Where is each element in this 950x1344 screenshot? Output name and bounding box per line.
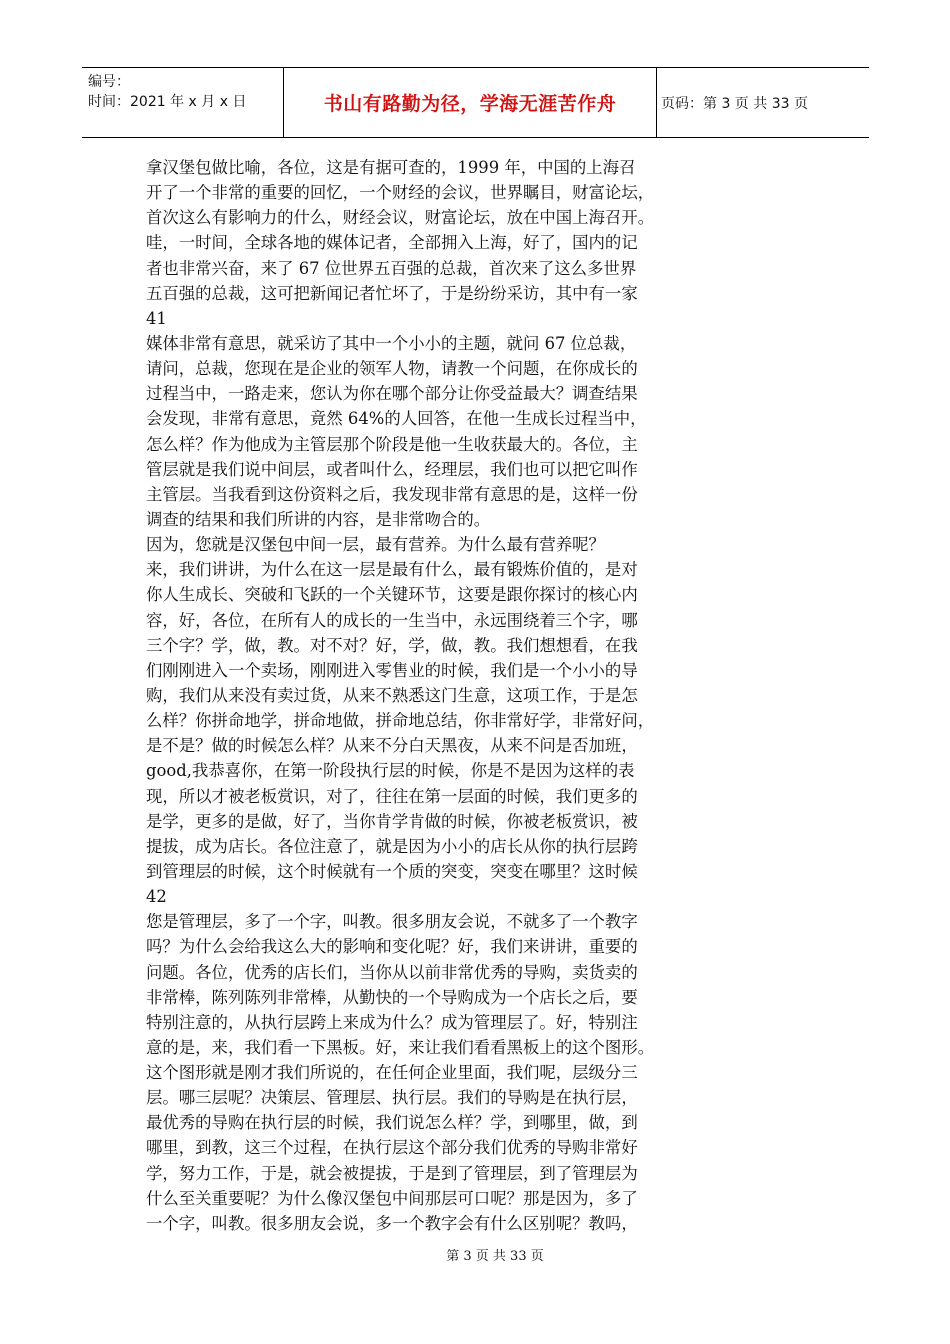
header-motto-cell [284,68,657,137]
body-text-line: 主管层。当我看到这份资料之后，我发现非常有意思的是，这样一份 [146,484,638,504]
body-text-line: 你人生成长、突破和飞跃的一个关键环节，这要是跟你探讨的核心内 [146,585,638,605]
document-number-label: 编号： [88,74,130,90]
body-text-line: 到管理层的时候，这个时候就有一个质的突变，突变在哪里？这时候 [146,861,638,881]
body-text-line: 怎么样？作为他成为主管层那个阶段是他一生收获最大的。各位，主 [146,434,638,454]
body-text-line: 哪里，到教，这三个过程，在执行层这个部分我们优秀的导购非常好 [146,1138,638,1158]
document-body [146,155,736,1236]
body-text-line: 因为，您就是汉堡包中间一层，最有营养。为什么最有营养呢？ [146,535,605,555]
header-left-cell [82,68,284,137]
body-text-line: 开了一个非常的重要的回忆，一个财经的会议，世界瞩目，财富论坛， [146,183,655,203]
body-text-line: 非常棒，陈列陈列非常棒，从勤快的一个导购成为一个店长之后，要 [146,987,638,1007]
body-text-line: 41 [146,308,167,328]
body-text-line: 最优秀的导购在执行层的时候，我们说怎么样？学，到哪里，做，到 [146,1113,638,1133]
header-motto: 书山有路勤为径，学海无涯苦作舟 [323,93,617,115]
body-text-line: 您是管理层，多了一个字，叫教。很多朋友会说，不就多了一个教字 [146,912,638,932]
body-text-line: 层。哪三层呢？决策层、管理层、执行层。我们的导购是在执行层， [146,1088,638,1108]
body-text-line: 五百强的总裁，这可把新闻记者忙坏了，于是纷纷采访，其中有一家 [146,283,638,303]
body-text-line: 现，所以才被老板赏识，对了，往往在第一层面的时候，我们更多的 [146,786,638,806]
header-page-info: 页码：第 3 页 共 33 页 [661,95,808,112]
body-text-line: 哇，一时间，全球各地的媒体记者，全部拥入上海，好了，国内的记 [146,233,638,253]
body-text-line: 们刚刚进入一个卖场，刚刚进入零售业的时候，我们是一个小小的导 [146,660,638,680]
body-text-line: 购，我们从来没有卖过货，从来不熟悉这门生意，这项工作，于是怎 [146,685,638,705]
body-text-line: 这个图形就是刚才我们所说的，在任何企业里面，我们呢，层级分三 [146,1063,638,1083]
body-text-line: 学，努力工作，于是，就会被提拔，于是到了管理层，到了管理层为 [146,1163,638,1183]
body-text-line: 拿汉堡包做比喻，各位，这是有据可查的，1999 年，中国的上海召 [146,158,636,177]
body-text-line: 来，我们讲讲，为什么在这一层是最有什么，最有锻炼价值的，是对 [146,560,638,580]
body-text-line: 媒体非常有意思，就采访了其中一个小小的主题，就问 67 位总裁， [146,333,637,353]
body-text-line: 会发现，非常有意思，竟然 64%的人回答，在他一生成长过程当中， [146,409,647,429]
body-text-line: 容，好，各位，在所有人的成长的一生当中，永远围绕着三个字，哪 [146,610,638,630]
body-text-line: 管层就是我们说中间层，或者叫什么，经理层，我们也可以把它叫作 [146,459,638,479]
body-text-line: 么样？你拼命地学，拼命地做，拼命地总结，你非常好学，非常好问， [146,711,655,731]
body-text-line: 过程当中，一路走来，您认为你在哪个部分让你受益最大？调查结果 [146,384,638,404]
body-text-line: 是不是？做的时候怎么样？从来不分白天黑夜，从来不问是否加班， [146,736,638,756]
body-text-line: 42 [146,887,167,907]
header-table [82,67,869,138]
body-text-line: 者也非常兴奋，来了 67 位世界五百强的总裁，首次来了这么多世界 [146,258,637,278]
header-page-cell [657,68,869,137]
body-text-line: 吗？为什么会给我这么大的影响和变化呢？好，我们来讲讲，重要的 [146,937,638,957]
body-text-line: good,我恭喜你，在第一阶段执行层的时候，你是不是因为这样的表 [146,761,635,781]
body-text-line: 是学，更多的是做，好了，当你肯学肯做的时候，你被老板赏识，被 [146,811,638,831]
footer-page-number: 第 3 页 共 33 页 [446,1249,544,1264]
body-text-line: 提拔，成为店长。各位注意了，就是因为小小的店长从你的执行层跨 [146,836,638,856]
document-date-label: 时间：2021 年 x 月 x 日 [88,94,247,110]
body-text-line: 一个字，叫教。很多朋友会说，多一个教字会有什么区别呢？教吗， [146,1213,638,1233]
body-text-line: 特别注意的，从执行层跨上来成为什么？成为管理层了。好，特别注 [146,1012,638,1032]
body-text-line: 什么至关重要呢？为什么像汉堡包中间那层可口呢？那是因为，多了 [146,1188,638,1208]
body-text-line: 意的是，来，我们看一下黑板。好，来让我们看看黑板上的这个图形。 [146,1037,655,1057]
page-footer [0,1245,950,1264]
body-text-line: 首次这么有影响力的什么，财经会议，财富论坛，放在中国上海召开。 [146,208,655,228]
body-text-line: 问题。各位，优秀的店长们，当你从以前非常优秀的导购，卖货卖的 [146,962,638,982]
body-text-line: 三个字？学，做，教。对不对？好，学，做，教。我们想想看，在我 [146,635,638,655]
body-text-line: 调查的结果和我们所讲的内容，是非常吻合的。 [146,509,491,529]
body-text-line: 请问，总裁，您现在是企业的领军人物，请教一个问题，在你成长的 [146,359,638,379]
